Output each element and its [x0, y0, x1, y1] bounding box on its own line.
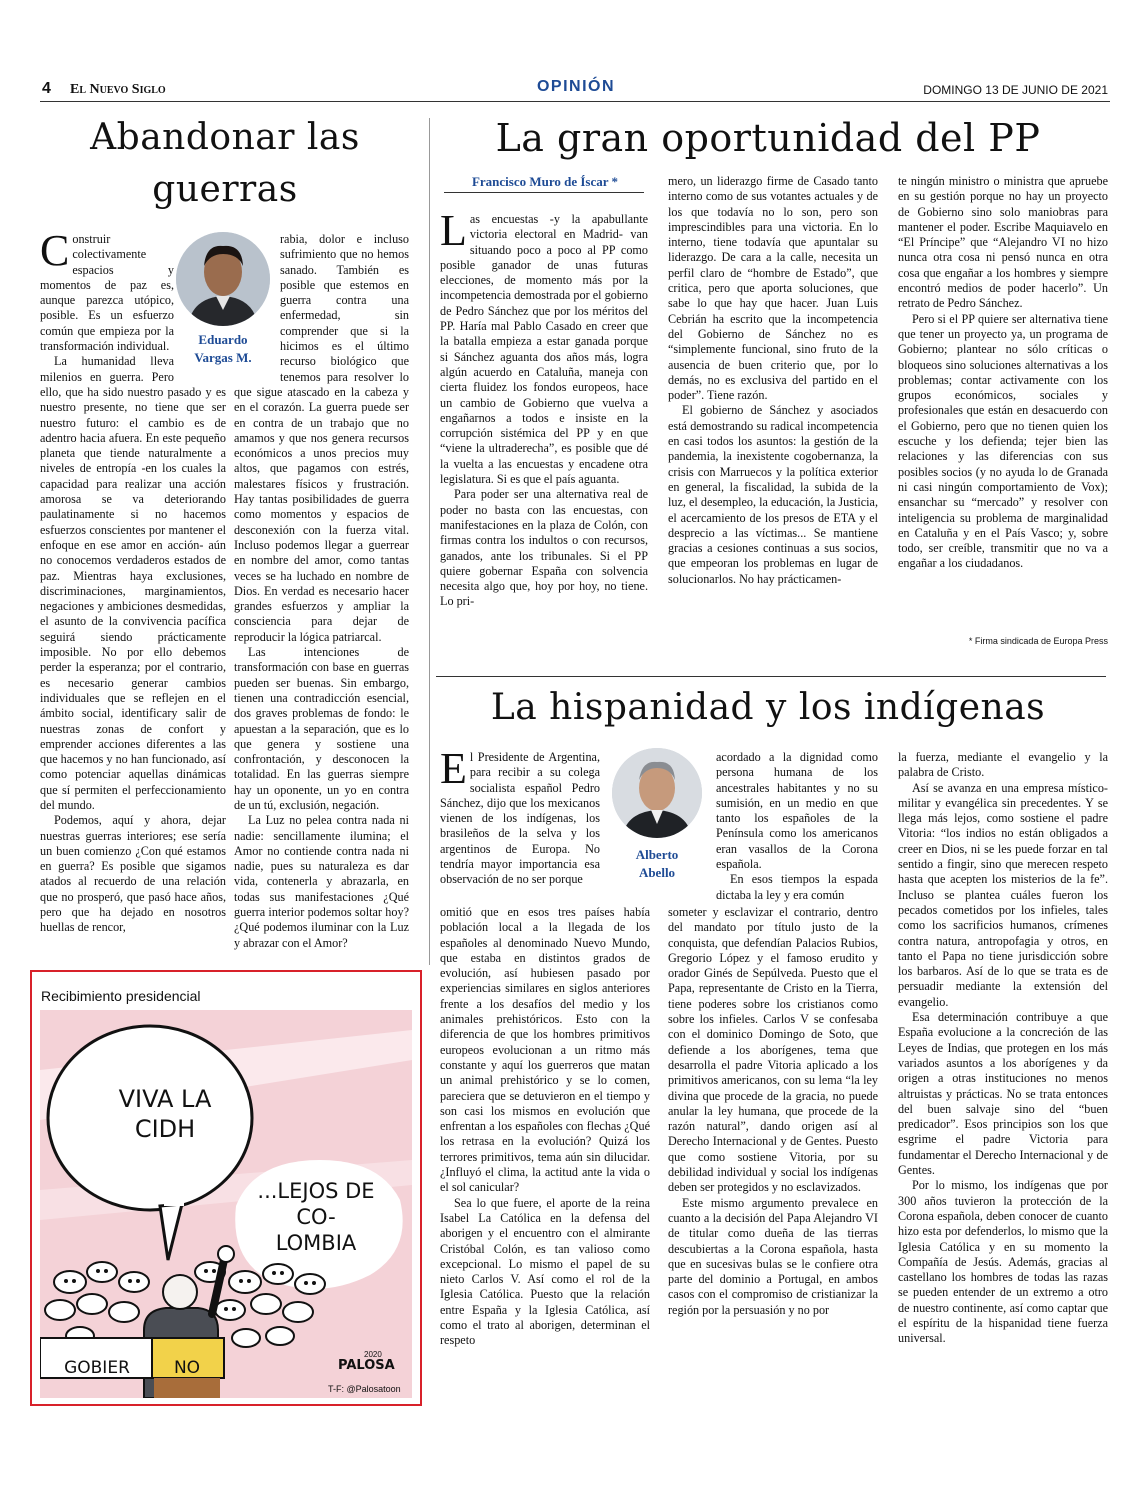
paragraph: Sea lo que fuere, el aporte de la reina Isabel La Católica en la defensa del aborigen y el encuentro con el almirante Cristóbal Colón, es tan valioso como excepcional. Lo mismo el papel de su nieto Carlos V. Así como el rol de la Iglesia Católica. Puesto que la relación entre España y la Iglesia Católica, así como el trato al aborigen, determinan el respeto — [440, 1195, 650, 1348]
author-last-name: Abello — [638, 865, 676, 880]
author-first-name: Alberto — [635, 847, 679, 862]
article3-dropcap: E — [440, 744, 467, 793]
article3-column-3 — [898, 750, 1108, 1347]
paragraph: Así se avanza en una empresa místico-militar y evangélica sin precedentes. Y se llega más lejos, como sostiene el padre Vitoria: “los indios no están obligados a creer en Dios, ni se les puede forzar en tal sentido a fingir, sino que merecen respeto hasta que acepten los misterios de la fe”. Incluso se plantea cuáles fueron los pecados cometidos por los infieles, tales como los sacrificios humanos, crímenes contra natura, antropofagia y otros, en tanto el Papa no tiene jurisdicción sobre los barbaros. Así de lo que se trata es de persuadir mediante la extensión del evangelio. — [898, 780, 1108, 1009]
cartoon-caption: Recibimiento presidencial — [41, 988, 201, 1004]
author-photo-abello — [612, 748, 702, 838]
article2-column-3 — [898, 174, 1108, 572]
article2-column-2 — [668, 174, 878, 587]
paragraph: rabia, dolor e incluso sufrimiento que no hemos sanado. También es posible que estemos en guerra contra una enfermedad, sin comprender que si la hicimos es el último recurso biológico que tenemos para resolver lo que sigue atascado en la cabeza y en el corazón. La guerra puede ser en contra de un trabajo que no amamos y que nos genera recursos económicos a unos precios muy altos, que pagamos con estrés, malestares físicos y frustración. Hay tantas posibilidades de guerra como momentos y espacios de desconexión con la fuerza vital. Incluso podemos llegar a guerrear en nombre del amor, como tantas veces se ha luchado en nombre de Dios. En verdad es necesario hacer grandes esfuerzos y ampliar la consciencia para dejar de reproducir la lógica patriarcal. — [234, 232, 409, 644]
article3-column-1-bottom — [440, 905, 650, 1349]
author-last-name: Vargas M. — [194, 350, 252, 365]
paragraph: Pero si el PP quiere ser alternativa tiene que tener un proyecto ya, un programa de Gobierno; plantear no sólo críticas o bloqueos sino soluciones alternativas a los problemas; contar activamente con los grupos económicos, sociales y profesionales que están en desacuerdo con el Gobierno, pero que no tienen quien los escuche y los defienda; tejer bien las relaciones y las diferencias con sus posibles socios (y no ayuda lo de Granada ni casi ningún comportamiento de Vox); ensanchar su “mercado” y resolver con inteligencia su problema de marginalidad en Cataluña y en el País Vasco; y, sobre todo, ser creíble, transmitir que no va a engañar a los ciudadanos. — [898, 311, 1108, 571]
paragraph: te ningún ministro o ministra que apruebe en su gestión porque no hay un proyecto de Gobierno sino solo maniobras para mantener el poder. Escribe Maquiavelo en “El Príncipe” que “Alejandro VI no hizo nunca otra cosa ni pensó nunca en otra cosa que engañar a los hombres y siempre encontró medios de poder hacerlo”. Un retrato de Pedro Sánchez. — [898, 174, 1108, 311]
issue-date: DOMINGO 13 DE JUNIO DE 2021 — [923, 83, 1108, 97]
author-name-abello — [612, 846, 702, 882]
paragraph: acordado a la dignidad como persona humana de los ancestrales habitantes y no su sumisión, en un medio en que tanto los españoles de la Península como los americanos eran vasallos de la Corona española. — [716, 750, 878, 872]
paragraph: l Presidente de Argentina, para recibir a su colega socialista español Pedro Sánchez, dijo que los mexicanos vienen de los indígenas, los brasileños de la selva y los argentinos de Europa. No tendría mayor importancia esa observación de no ser porque — [440, 750, 600, 887]
article2-title: La gran oportunidad del PP — [495, 116, 1041, 160]
article3-column-2-bottom — [668, 905, 878, 1318]
column-divider — [429, 118, 430, 965]
speech-bubble-text: VIVA LA CIDH — [118, 1085, 212, 1143]
article3-column-2-top — [716, 750, 878, 903]
page-number: 4 — [42, 80, 51, 97]
article2-author: Francisco Muro de Íscar * — [471, 174, 619, 189]
article2-dropcap: L — [440, 206, 467, 255]
newspaper-name: El Nuevo Siglo — [70, 82, 166, 97]
paragraph: la fuerza, mediante el evangelio y la palabra de Cristo. — [898, 750, 1108, 780]
article1-dropcap: C — [40, 226, 70, 275]
paragraph: Esa determinación contribuye a que España evolucione a la concreción de las Leyes de Indias, que protegen en los más variados asuntos a los aborígenes y da origen a otras instituciones no menos altruistas y prácticas. No se trata entonces del buen salvaje sino del “buen predicador”. Esos principios son los que esgrime el padre Victoria para fundamentar el Derecho Internacional y de Gentes. — [898, 1010, 1108, 1178]
podium-label-right: NO — [173, 1358, 201, 1378]
paragraph: En esos tiempos la espada dictaba la ley y era común — [716, 872, 878, 902]
section-name: OPINIÓN — [536, 78, 616, 95]
article1-title: Abandonar las guerras — [90, 117, 360, 210]
photo-wrap-spacer — [174, 232, 226, 374]
paragraph: Este mismo argumento prevalece en cuanto a la decisión del Papa Alejandro VI de titular como dueña de las tierras descubiertas a la Corona española, hasta que en sucesivas bulas se le confiere otra parte del dominio a Portugal, en ambos casos con el compromiso de cristianizar la región por la persuasión y no por — [668, 1195, 878, 1317]
podium-label-left: GOBIER — [64, 1358, 130, 1378]
article2-column-1 — [440, 206, 648, 610]
header-rule — [40, 101, 1110, 102]
cartoon-frame — [30, 970, 422, 1406]
paragraph: Por lo mismo, los indígenas que por 300 años tuvieron la protección de la Corona española, deben conocer de cuanto hizo esta por defenderlos, lo mismo que la Iglesia Católica y en su momento la Compañía de Jesús. Además, gracias al castellano los hombres de todas las razas se pueden entender de un extremo a otro de nuestro continente, así como captar que el espíritu de la hispanidad tiene fuerza universal. — [898, 1178, 1108, 1346]
byline-rule — [444, 192, 644, 193]
section-rule — [436, 676, 1106, 677]
page-header — [36, 78, 1114, 102]
paragraph: La Luz no pelea contra nada ni nadie: sencillamente ilumina; el Amor no contiende contra nada ni nadie, pues su naturaleza es dar vida, contenerla y abrazarla, en todas sus manifestaciones ¿Qué guerra interior podemos soltar hoy? ¿Qué podemos iluminar con la Luz y abrazar con el Amor? — [234, 813, 409, 950]
thought-text: ...LEJOS DE CO- LOMBIA — [257, 1179, 375, 1255]
paragraph: someter y esclavizar el contrario, dentro del mandato por título justo de la conquista, que defendían Palacios Rubios, Gregorio López y el famoso erudito y orador Ginés de Sepúlveda. Puesto que el Papa, representante de Cristo en la Tierra, tiene poderes sobre los cristianos como sobre los infieles. Carlos V se confesaba con el dominico Domingo de Soto, que defiende a los aborígenes, tema que desarrolla el padre Vitoria aplicado a los primitivos americanos, con su lema “la ley divina que procede de la gracia, no puede anular la ley humana, que procede de la razón natural”, dando origen así al Derecho Internacional y de Gentes. Puesto que como sostiene Vitoria, por su debilidad individual y social los indígenas deben ser protegidos y no esclavizados. — [668, 905, 878, 1195]
portrait-icon — [612, 748, 702, 838]
paragraph: mero, un liderazgo firme de Casado tanto interno como de sus votantes actuales y de los que todavía no lo son, pero son imprescindibles para una victoria. En lo interno, tiene todavía que apuntalar su liderazgo. De cara a la calle, necesita un perfil claro de “hombre de Estado”, que critica, pero que aporta soluciones, que sabe lo que hay que hacer. Juan Luis Cebrián ha escrito que la incompetencia del Gobierno de Sánchez no es “simplemente funcional, sino fruto de la ausencia de buen criterio que, por lo demás, no es exclusiva del partido en el poder”. Tiene razón. — [668, 174, 878, 403]
article3-column-1-top — [440, 744, 600, 888]
paragraph: omitió que en esos tres países había población local a la llegada de los españoles al denominado Nuevo Mundo, que estaba en distintos grados de evolución, así hubiesen pasado por experiencias similares en siglos anteriores frente a los desafíos del medio y los animales prehistóricos. Esto con la diferencia de que los hombres primitivos europeos evolucionan a un ritmo más constante y aquí los guerreros que matan un animal prehistórico y se lo comen, pareciera que se detuvieron en el tiempo y son casi los mismos en evolución que enfrentan a los españoles con flechas ¿Qué los retrasa en la evolución? Quizá los terrores primitivos, tema aún sin dilucidar. ¿Influyó el clima, la actitud ante la vida o el sol canicular? — [440, 905, 650, 1195]
paragraph: Podemos, aquí y ahora, dejar nuestras guerras interiores; ese sería un buen comienzo ¿Con qué estamos en guerra? Es posible que sigamos atados al recuerdo de una relación que no prosperó, que pasó hace años, pero que ha dejado en nosotros huellas de rencor, — [40, 813, 226, 935]
article2-footnote: * Firma sindicada de Europa Press — [968, 636, 1108, 646]
article3-title: La hispanidad y los indígenas — [490, 687, 1046, 728]
paragraph: El gobierno de Sánchez y asociados está demostrando su radical incompetencia en casi todos los asuntos: la gestión de la pandemia, la inexistente cogobernanza, la crisis con Marruecos y la política exterior en general, la fiscalidad, la subida de la luz, el desempleo, la educación, la Justicia, el acercamiento de los presos de ETA y el desprecio a las víctimas... Se mantiene gracias a cesiones continuas a sus socios, que empeoran los problemas en lugar de solucionarlos. No hay prácticamen- — [668, 403, 878, 586]
photo-wrap-spacer — [234, 232, 280, 380]
author-first-name: Eduardo — [198, 332, 248, 347]
article1-column-1 — [40, 226, 226, 936]
paragraph: Para poder ser una alternativa real de poder no basta con las encuestas, con manifestaciones en la plaza de Colón, con firmas contra los indultos o con recursos, ganados, ante los tribunales. Si el PP quiere gobernar España con solvencia necesita algo que, hoy por hoy, no tiene. Lo pri- — [440, 487, 648, 609]
paragraph: onstruir colectivamente espacios y momentos de paz es, aunque parezca utópico, posible. Es un esfuerzo común que empieza por la transformación individual. — [40, 232, 174, 354]
article1-column-2 — [234, 232, 409, 951]
cartoon-credit: T-F: @Palosatoon — [328, 1384, 401, 1394]
paragraph: as encuestas -y la apabullante victoria electoral en Madrid- van situando poco a poco al PP como posible ganador de unas futuras elecciones, de momento más por la incompetencia demostrada por el gobierno de Pedro Sánchez que por los méritos del PP. Haría mal Pablo Casado en creer que la batalla empieza a estar ganada porque si Sánchez aguanta dos años más, logra algún acuerdo en Cataluña, maneja con cierta fluidez los fondos europeos, hace un cambio de Gobierno que vuelva a engañarnos a todos e insiste en la corrupción sistémica del PP y en que “viene la ultraderecha”, es posible que dé la vuelta a las encuestas y encadene otra legislatura. Si es que el país aguanta. — [440, 212, 648, 487]
paragraph: La humanidad lleva milenios en guerra. Pero ello, que ha sido nuestro pasado y es nuestro presente, no tiene que ser nuestro futuro: el cambio es de adentro hacia afuera. En este pequeño planeta que tiende naturalmente a niveles de entropía -en los cuales la capacidad para realizar una acción amorosa se va deteriorando paulatinamente si no hacemos esfuerzos conscientes por mantener el enfoque en ese amor en acción- aún no conocemos verdaderos estados de paz. Mientras haya exclusiones, discriminaciones, marginamientos, negaciones y ambiciones desmedidas, el asunto de la convivencia pacífica seguirá siendo prácticamente imposible. No por ello debemos perder la esperanza; por el contrario, es necesario generar cambios individuales que se reflejen en el ámbito social, identificary salir de nuestras zonas de confort y emprender acciones diferentes a las que hacemos y no han funcionado, así como potenciar aquellas dinámicas que sí permiten el perfeccionamiento del mundo. — [40, 354, 226, 812]
paragraph: Las intenciones de transformación con base en guerras pueden ser buenas. Sin embargo, tienen una contradicción esencial, dos graves problemas de fondo: le apuestan a la separación, que es lo que genera y sostiene una confrontación, y desconocen la totalidad. En las guerras siempre hay un oponente, un yo en contra de un tú, exclusión, negación. — [234, 645, 409, 812]
cartoonist-year: 2020 — [364, 1350, 382, 1359]
cartoonist-signature: PALOSA — [338, 1358, 395, 1373]
